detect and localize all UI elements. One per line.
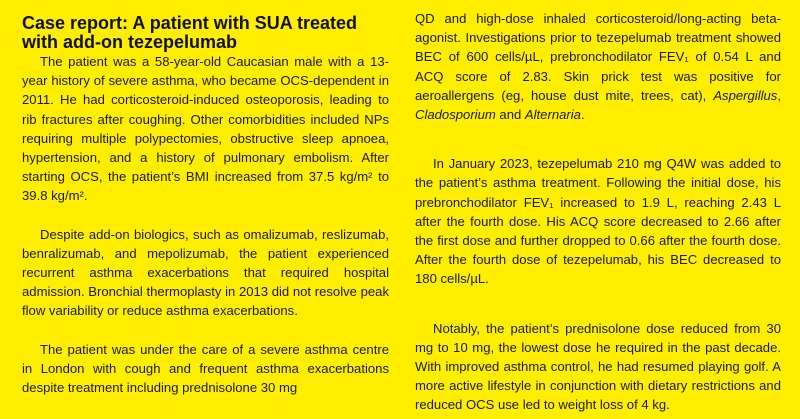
left-paragraph-3: The patient was under the care of a severe asthma centre in London with cough and frequent asthma exacerbations despite treatment including prednisolone 30 mg bbox=[22, 341, 389, 396]
right-paragraph-2: In January 2023, tezepelumab 210 mg Q4W was added to the patient’s asthma treatment. Following the initial dose, his prebronchodilator FEV₁ increased to 1.9 L, reaching 2.43 L after the fourth dose. His ACQ score decreased to 2.66 after the first dose and further dropped to 0.66 after the fourth dose. After the fourth dose of tezepelumab, his BEC decreased to 180 cells/µL. bbox=[415, 156, 781, 287]
left-column bbox=[22, 0, 389, 397]
right-paragraph-1: QD and high-dose inhaled corticosteroid/long-acting beta-agonist. Investigations prior to tezepelumab treatment showed BEC of 600 cells/µL, prebronchodilator FEV₁ of 0.54 L and ACQ score of 2.83. Skin prick test was positive for aeroallergens (eg, house dust mite, trees, cat), Aspergillus, Cladosporium and Alternaria. bbox=[415, 11, 781, 123]
left-paragraph-1: The patient was a 58-year-old Caucasian male with a 13-year history of severe asthma, who became OCS-dependent in 2011. He had corticosteroid-induced osteoporosis, leading to rib fractures after coughing. Other comorbidities included NPs requiring multiple polypectomies, obstructive sleep apnoea, hypertension, and a history of pulmonary embolism. After starting OCS, the patient’s BMI increased from 37.5 kg/m² to 39.8 kg/m². bbox=[22, 54, 389, 204]
right-column bbox=[415, 0, 781, 415]
page-title: Case report: A patient with SUA treated with add-on tezepelumab bbox=[22, 13, 358, 52]
left-paragraph-2: Despite add-on biologics, such as omalizumab, reslizumab, benralizumab, and mepolizumab, the patient experienced recurrent asthma exacerbations that required hospital admission. Bronchial thermoplasty in 2013 did not resolve peak flow variability or reduce asthma exacerbations. bbox=[22, 226, 389, 319]
right-paragraph-3: Notably, the patient’s prednisolone dose reduced from 30 mg to 10 mg, the lowest dose he required in the past decade. With improved asthma control, he had resumed playing golf. A more active lifestyle in conjunction with dietary restrictions and reduced OCS use led to weight loss of 4 kg. bbox=[415, 320, 781, 413]
